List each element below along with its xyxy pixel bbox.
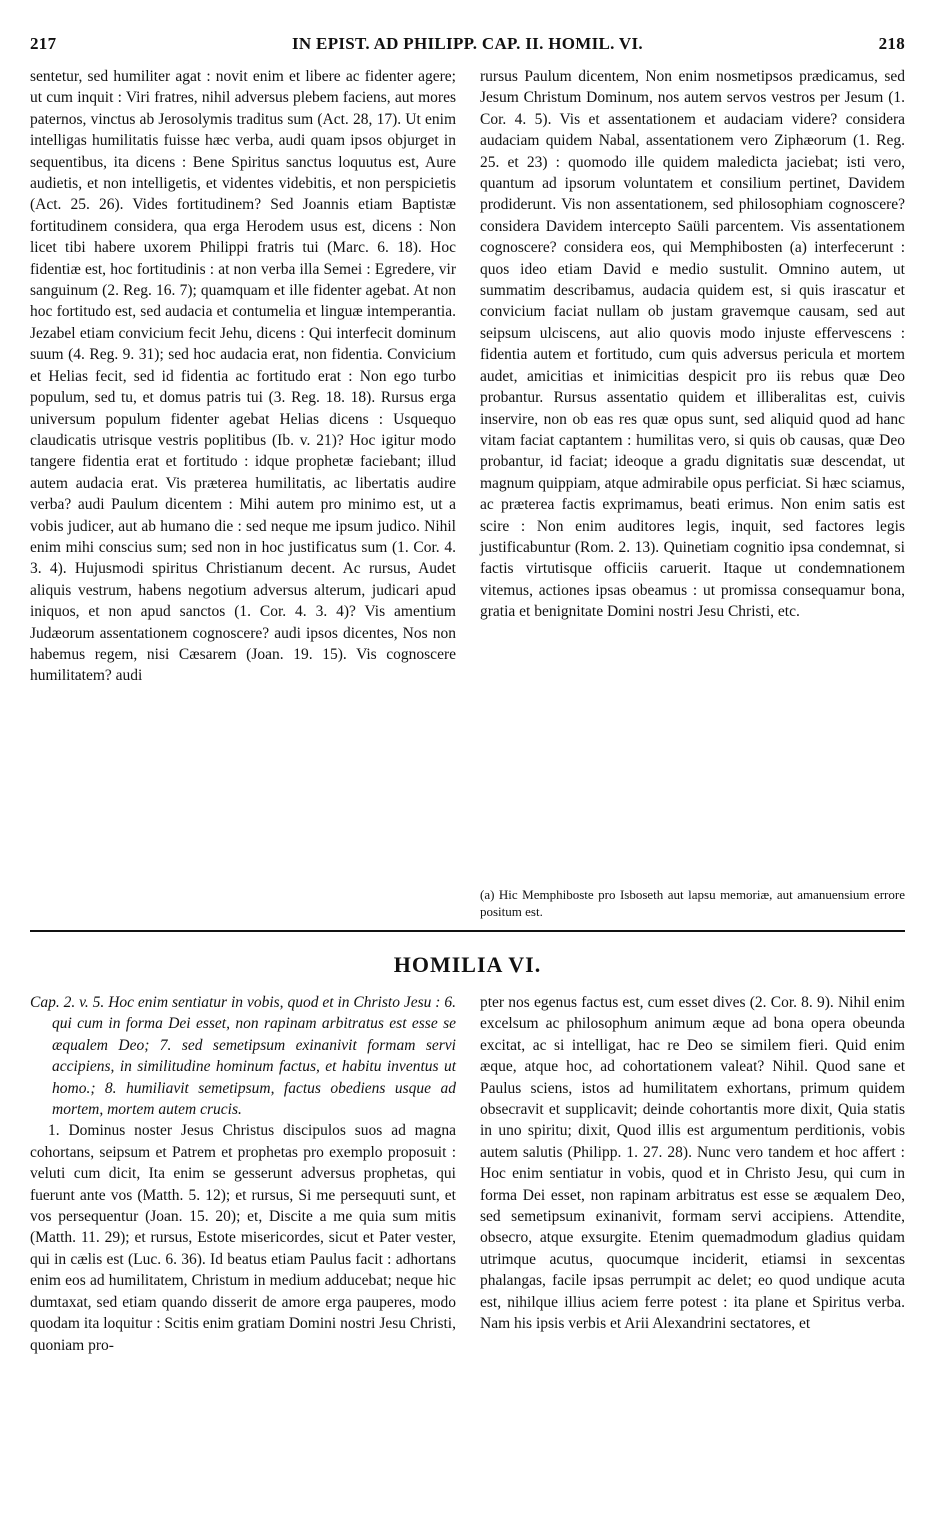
column-bottom-left xyxy=(30,992,456,1356)
column-top-right xyxy=(480,66,905,623)
column-top-left xyxy=(30,66,456,687)
section-divider xyxy=(30,930,905,932)
running-title: IN EPIST. AD PHILIPP. CAP. II. HOMIL. VI. xyxy=(292,34,643,53)
running-head xyxy=(30,34,905,60)
footnote: (a) Hic Memphiboste pro Isboseth aut lapsu memoriæ, aut amanuensium errore positum est. xyxy=(480,887,905,919)
section-title: HOMILIA VI. xyxy=(393,952,542,977)
page-number-right: 218 xyxy=(878,34,905,53)
paragraph: pter nos egenus factus est, cum esset dives (2. Cor. 8. 9). Nihil enim excelsum ac philosophum animum æque ad bona opera obeunda excitat, ac si intelligat, hac re Deo se similem fieri. Quid enim æque, atque hoc, ad cohortationem valeat? Nihil. Quod sane et Paulus sciens, istos ad humilitatem exhortans, primum quidem obsecravit et supplicavit; deinde cohortantis more dixit, Quia statis in uno spiritu; dixit, Quod illis est argumentum perditionis, vobis autem salutis (Philipp. 1. 27. 28). Nunc vero tandem et hoc affert : Hoc enim sentiatur in vobis, quod et in Christo Jesu, qui cum in forma Dei esset, non rapinam arbitratus est esse se æqualem Deo, sed semetipsum exinanivit, formam servi accipiens. Attendite, obsecro, atque exsurgite. Etenim quemadmodum gladius quidam utrimque acutus, quocumque inciderit, etiamsi in sexcentas phalangas, facile ipsas perrumpit ac delet; eo quod undique acuta est, nihilque illius aciem ferre potest : ita plane et Spiritus verba. Nam his ipsis verbis et Arii Alexandrini sectatores, et xyxy=(480,994,905,1333)
paragraph: sentetur, sed humiliter agat : novit enim et libere ac fidenter agere; ut cum inquit : Viri fratres, nihil adversus plebem faciens, aut mores paternos, vinctus ab Jerosolymis traditus sum (Act. 28, 17). Ut enim intelligas humilitatis fuisse hæc verba, audi quam ipsos objurget in sequentibus, ita dicens : Bene Spiritus sanctus loquutus est, Aure audietis, et non intelligetis, et videntes videbitis, et non perspicietis (Act. 25. 26). Vides fortitudinem? Sed Joannis etiam Baptistæ fortitudinem considera, qua erga Herodem usus est, dicens : Non licet tibi habere uxorem Philippi fratris tui (Marc. 6. 18). Hoc fidentiæ est, hoc fortitudinis : at non verba illa Semei : Egredere, vir sanguinum (2. Reg. 16. 7); quamquam et ille fidenter agebat. At non hoc fortitudo est, sed audacia et contumelia et linguæ intemperantia. Jezabel etiam convicium fecit Jehu, dicens : Qui interfecit dominum suum (4. Reg. 9. 31); sed hoc audacia erat, non fidentia. Convicium et Helias fecit, sed id fidentia ac fortitudo erat : Non ego turbo populum, sed tu, et domus patris tui (3. Reg. 18. 18). Rursus erga universum populum fidenter agebat Helias dicens : Usquequo claudicatis utrisque vestris poplitibus (Ib. v. 21)? Hoc igitur modo tangere fidentia erat et fortitudo : idque prophetæ faciebant; illud autem audacia erat. Vis præterea humilitatis, ac libertatis audire verba? audi Paulum dicentem : Mihi autem pro minimo est, ut a vobis judicer, aut ab humano die : sed neque me ipsum judico. Nihil enim mihi conscius sum; sed non in hoc justificatus sum (1. Cor. 4. 3. 4). Hujusmodi spiritus Christianum decent. Ac rursus, Audet aliquis vestrum, habens negotium adversus alterum, judicari apud iniquos, et non apud sanctos (1. Cor. 4. 3. 4)? Vis amentium Judæorum assentationem cognoscere? audi ipsos dicentes, Nos non habemus regem, nisi Cæsarem (Joan. 19. 15). Vis cognoscere humilitatem? audi xyxy=(30,68,456,685)
paragraph: 1. Dominus noster Jesus Christus discipulos suos ad magna cohortans, seipsum et Patrem et prophetas pro exemplo proposuit : veluti cum dicit, Ita enim se gesserunt adversus prophetas, qui fuerunt ante vos (Matth. 5. 12); et rursus, Si me persequuti sunt, et vos persequentur (Joan. 15. 20); et, Discite a me quia sum mitis (Matth. 11. 29); et rursus, Estote misericordes, sicut et Pater vester, qui in cælis est (Luc. 6. 36). Id beatus etiam Paulus facit : adhortans enim eos ad humilitatem, Christum in medium adducebat; neque hic dumtaxat, sed etiam quando disserit de amore erga pauperes, modo quodam ita loquitur : Scitis enim gratiam Domini nostri Jesu Christi, quoniam pro- xyxy=(30,1122,456,1354)
page-number-left: 217 xyxy=(30,34,57,53)
paragraph: rursus Paulum dicentem, Non enim nosmetipsos prædicamus, sed Jesum Christum Dominum, nos autem servos vestros per Jesum (1. Cor. 4. 5). Vis et assentationem et audaciam videre? considera audaciam quidem Nabal, assentationem vero Ziphæorum (1. Reg. 25. et 23) : quomodo ille quidem maledicta jaciebat; isti vero, quantum ad ipsorum voluntatem et consilium pertinet, Davidem prodiderunt. Vis non assentationem, sed philosophiam cognoscere? considera Davidem intercepto Saüli parcentem. Vis assentationem cognoscere? considera eos, qui Memphibosten (a) interfecerunt : quos ideo etiam David e medio sustulit. Omnino autem, ut summatim describamus, audacia quidem est, si quis irascatur et convicium faciat nullam ob justam gravemque causam, sed aut seipsum ulciscens, aut alio quovis modo injuste effervescens : fidentia autem et fortitudo, cum quis adversus pericula et mortem audet, amicitias et inimicitias despicit pro iis rebus quæ Deo probantur. Rursus assentatio quidem et illiberalitas est, cuivis inservire, non ob eas res quæ opus sunt, sed aliquid quod ad hanc vitam faciat captantem : humilitas vero, si quis ob causas, quæ Deo probantur, id faciat; ideoque a gradu dignitatis suæ descendat, ut magnum quippiam, atque admirabile opus perficiat. Si hæc sciamus, ac præterea factis exprimamus, beati erimus. Non enim satis est scire : Non enim auditores legis, inquit, sed factores legis justificabuntur (Rom. 2. 13). Quinetiam cognitio ipsa condemnat, si factis virtutisque officiis caruerit. Itaque ut condemnationem vitemus, actiones ipsas obeamus : ut promissa consequamur bona, gratia et benignitate Domini nostri Jesu Christi, etc. xyxy=(480,68,905,621)
column-bottom-right xyxy=(480,992,905,1335)
scripture-passage: Cap. 2. v. 5. Hoc enim sentiatur in vobis, quod et in Christo Jesu : 6. qui cum in forma Dei esset, non rapinam arbitratus est esse se æqualem Deo; 7. sed semetipsum exinanivit formam servi accipiens, in similitudine hominum factus, et habitu inventus ut homo.; 8. humiliavit semetipsum, factus obediens usque ad mortem, mortem autem crucis. xyxy=(30,994,456,1119)
